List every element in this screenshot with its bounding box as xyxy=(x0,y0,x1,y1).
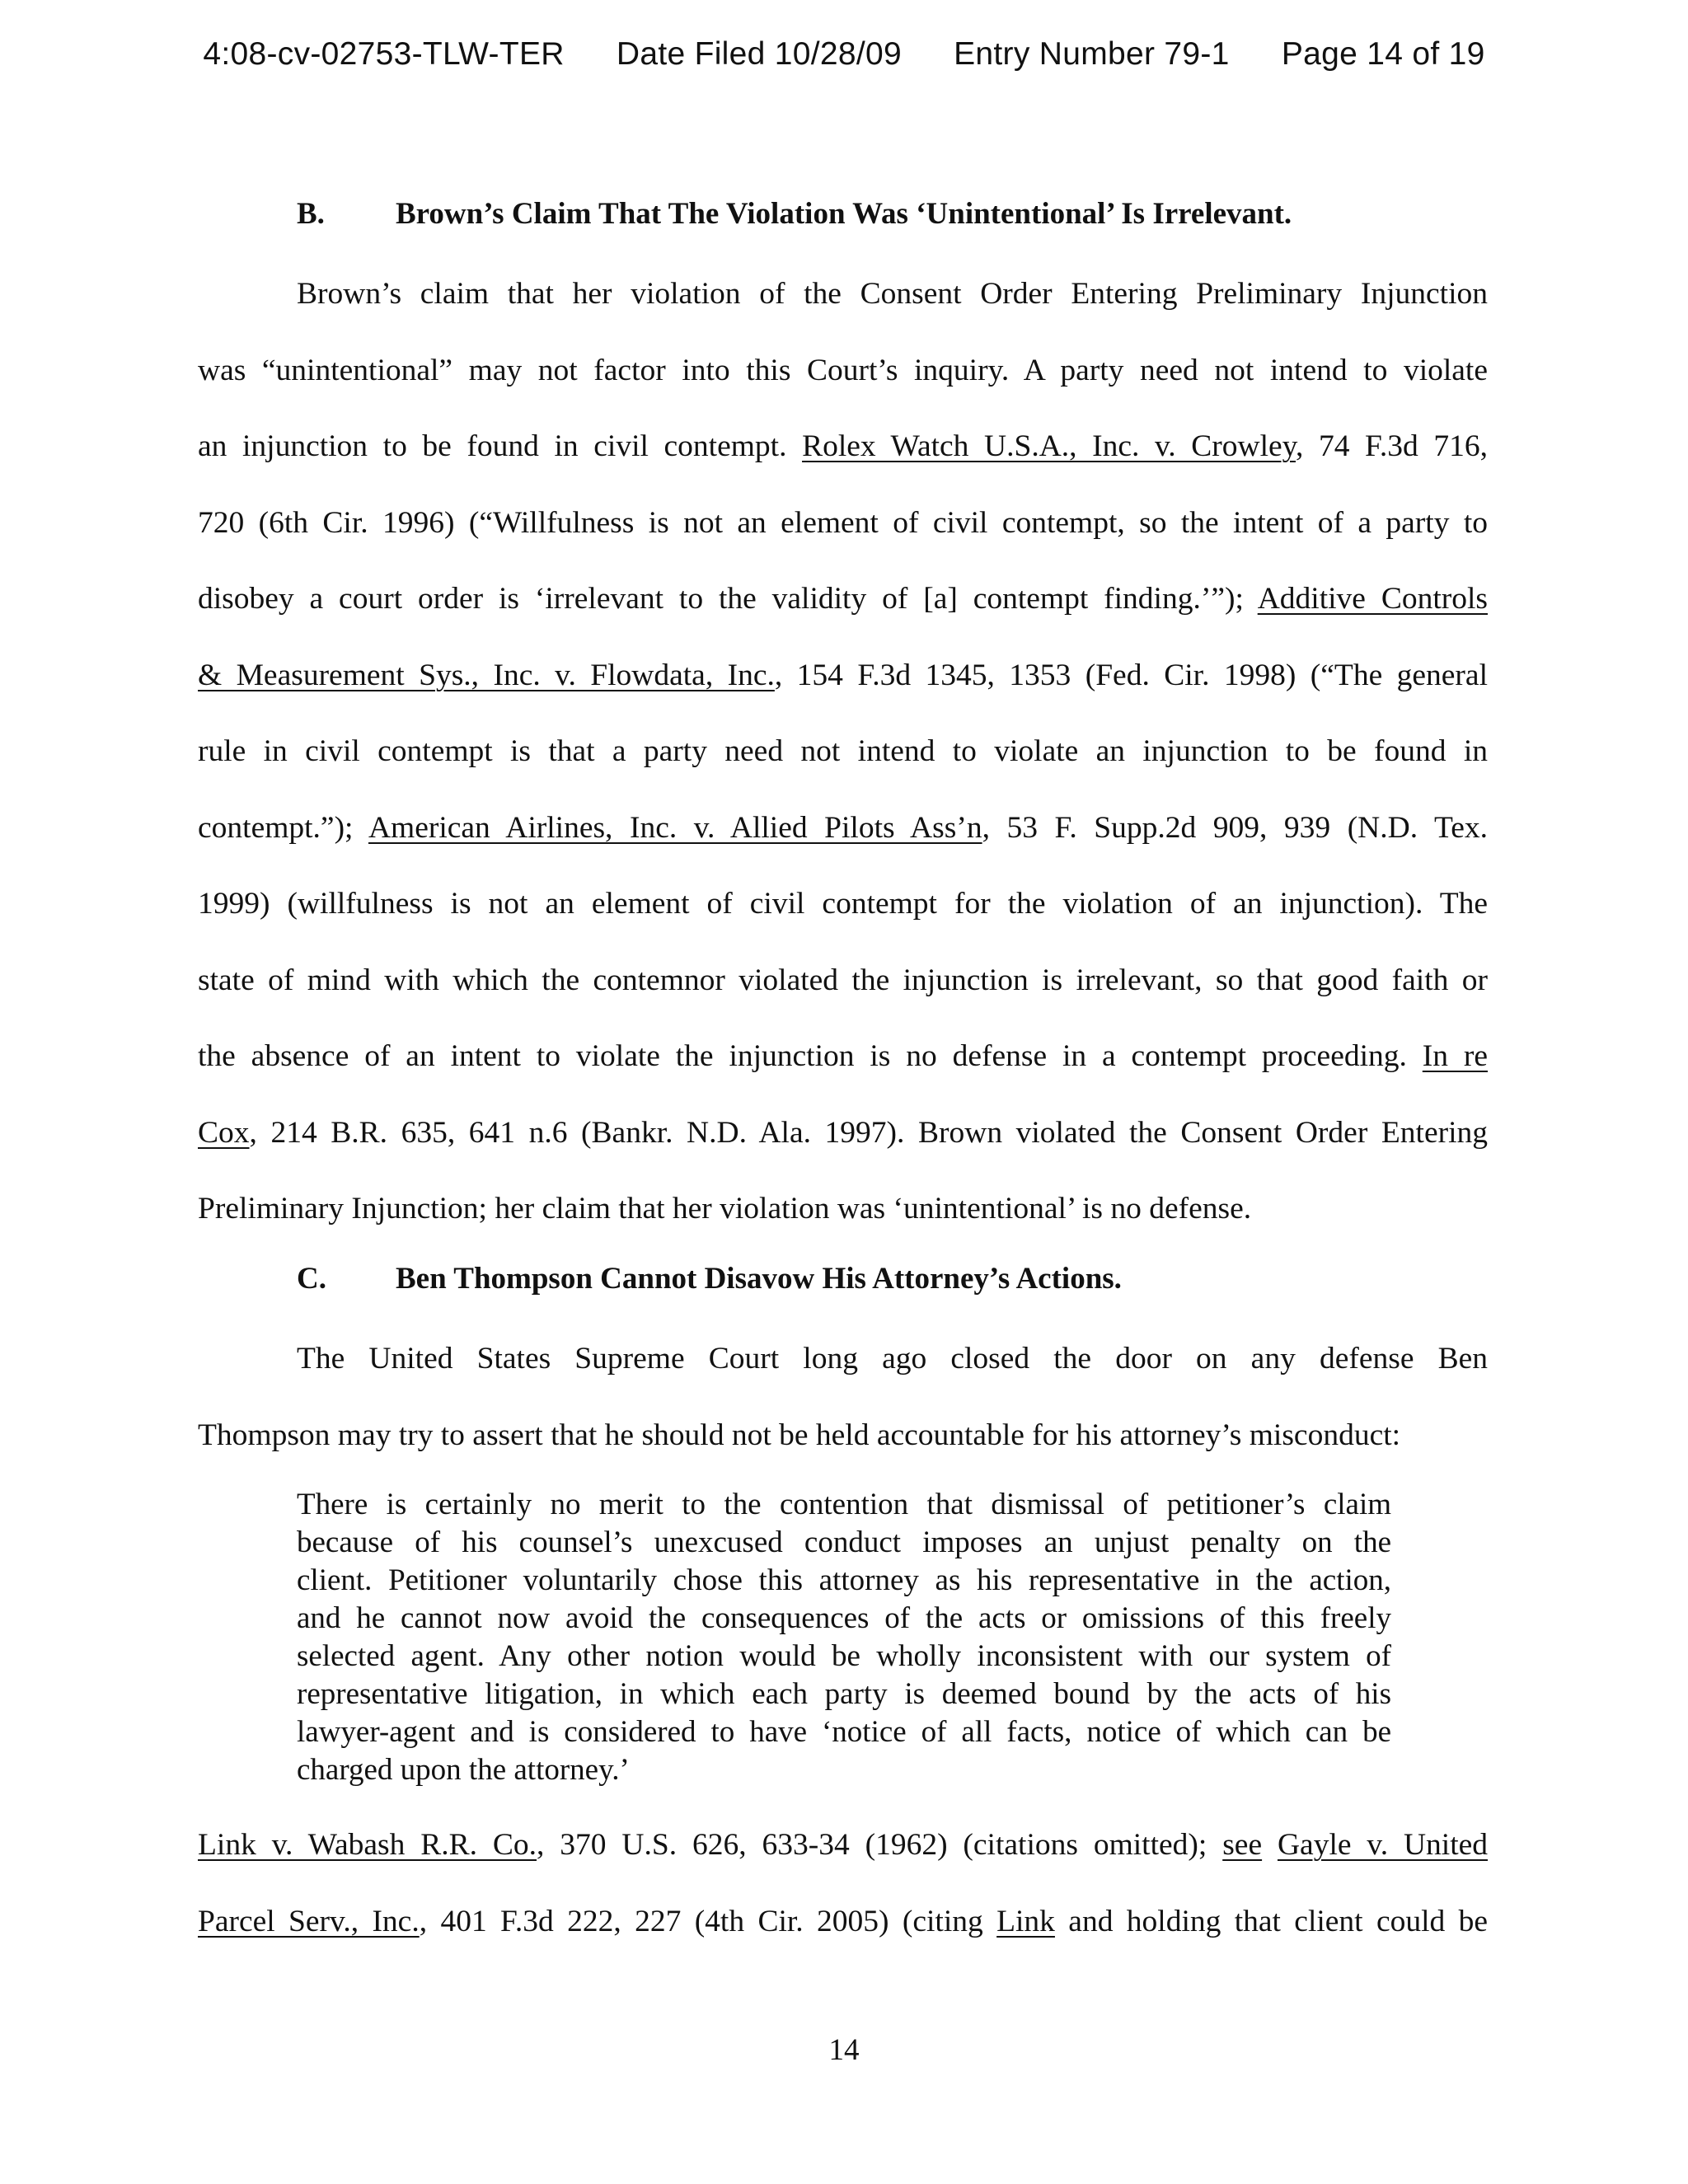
paragraph-line: the absence of an intent to violate the injunction is no defense in a contempt proceeding. In re xyxy=(198,1039,1489,1073)
quote-line: selected agent. Any other notion would be wholly inconsistent with our system of xyxy=(297,1639,1391,1673)
case-citation: Gayle v. United xyxy=(1277,1828,1489,1862)
section-c-heading xyxy=(297,1261,1122,1296)
case-citation: Parcel Serv., Inc. xyxy=(198,1904,420,1938)
paragraph-line: 1999) (willfulness is not an element of civil contempt for the violation of an injunction). The xyxy=(198,887,1488,921)
block-quote xyxy=(297,1486,1391,1789)
quote-line: and he cannot now avoid the consequences of the acts or omissions of this freely xyxy=(297,1601,1391,1635)
paragraph-line: Preliminary Injunction; her claim that her violation was ‘unintentional’ is no defense. xyxy=(198,1192,1252,1226)
section-b-letter: B. xyxy=(297,197,325,231)
citation-paragraph xyxy=(198,1807,1488,1960)
paragraph-line: 720 (6th Cir. 1996) (“Willfulness is not an element of civil contempt, so the intent of a party to xyxy=(198,505,1488,540)
quote-line: There is certainly no merit to the contention that dismissal of petitioner’s claim xyxy=(297,1488,1391,1521)
section-c-paragraph xyxy=(198,1321,1488,1474)
quote-line: because of his counsel’s unexcused conduct imposes an unjust penalty on the xyxy=(297,1526,1391,1559)
paragraph-line: rule in civil contempt is that a party need not intend to violate an injunction to be found in xyxy=(198,734,1488,768)
case-citation: Link v. Wabash R.R. Co. xyxy=(198,1828,537,1862)
section-b-paragraph xyxy=(198,256,1488,1248)
case-citation: Cox xyxy=(198,1115,250,1150)
case-citation: In re xyxy=(1422,1039,1489,1073)
paragraph-line: contempt.”); American Airlines, Inc. v. Allied Pilots Ass’n, 53 F. Supp.2d 909, 939 (N.D. Tex. xyxy=(198,810,1488,845)
section-c-letter: C. xyxy=(297,1262,326,1296)
case-citation: & Measurement Sys., Inc. v. Flowdata, Inc. xyxy=(198,658,775,692)
paragraph-line: Thompson may try to assert that he should not be held accountable for his attorney’s misconduct: xyxy=(198,1418,1401,1452)
document-header xyxy=(0,36,1688,73)
quote-line: lawyer-agent and is considered to have ‘notice of all facts, notice of which can be xyxy=(297,1715,1391,1749)
case-citation: American Airlines, Inc. v. Allied Pilots Ass’n xyxy=(368,810,982,845)
section-b-heading xyxy=(297,196,1292,232)
page-info: Page 14 of 19 xyxy=(1281,36,1485,72)
section-b-title: Brown’s Claim That The Violation Was ‘Unintentional’ Is Irrelevant. xyxy=(396,197,1292,231)
quote-line: representative litigation, in which each party is deemed bound by the acts of his xyxy=(297,1677,1391,1711)
case-citation: Rolex Watch U.S.A., Inc. v. Crowley xyxy=(802,429,1296,463)
case-citation: Link xyxy=(996,1904,1055,1938)
paragraph-line: was “unintentional” may not factor into this Court’s inquiry. A party need not intend to violate xyxy=(198,353,1488,387)
paragraph-line: state of mind with which the contemnor violated the injunction is irrelevant, so that good faith or xyxy=(198,963,1488,997)
paragraph-line: Parcel Serv., Inc., 401 F.3d 222, 227 (4th Cir. 2005) (citing Link and holding that client could be xyxy=(198,1904,1489,1938)
paragraph-line: an injunction to be found in civil contempt. Rolex Watch U.S.A., Inc. v. Crowley, 74 F.3d 716, xyxy=(198,429,1489,463)
paragraph-line: Cox, 214 B.R. 635, 641 n.6 (Bankr. N.D. Ala. 1997). Brown violated the Consent Order Entering xyxy=(198,1115,1488,1150)
paragraph-line: & Measurement Sys., Inc. v. Flowdata, Inc., 154 F.3d 1345, 1353 (Fed. Cir. 1998) (“The general xyxy=(198,658,1488,692)
entry-number: Entry Number 79-1 xyxy=(954,36,1230,72)
case-citation: Additive Controls xyxy=(1257,582,1488,616)
paragraph-line: The United States Supreme Court long ago closed the door on any defense Ben xyxy=(297,1342,1488,1376)
case-number: 4:08-cv-02753-TLW-TER xyxy=(203,36,565,72)
quote-line: charged upon the attorney.’ xyxy=(297,1753,630,1787)
paragraph-line: Link v. Wabash R.R. Co., 370 U.S. 626, 633-34 (1962) (citations omitted); see Gayle v. United xyxy=(198,1828,1489,1862)
paragraph-line: disobey a court order is ‘irrelevant to the validity of [a] contempt finding.’”); Additive Controls xyxy=(198,582,1488,616)
quote-line: client. Petitioner voluntarily chose this attorney as his representative in the action, xyxy=(297,1563,1391,1597)
date-filed: Date Filed 10/28/09 xyxy=(616,36,902,72)
paragraph-line: Brown’s claim that her violation of the Consent Order Entering Preliminary Injunction xyxy=(297,277,1488,311)
signal-see: see xyxy=(1222,1828,1263,1862)
section-c-title: Ben Thompson Cannot Disavow His Attorney’s Actions. xyxy=(396,1262,1122,1296)
page-number: 14 xyxy=(828,2033,860,2067)
